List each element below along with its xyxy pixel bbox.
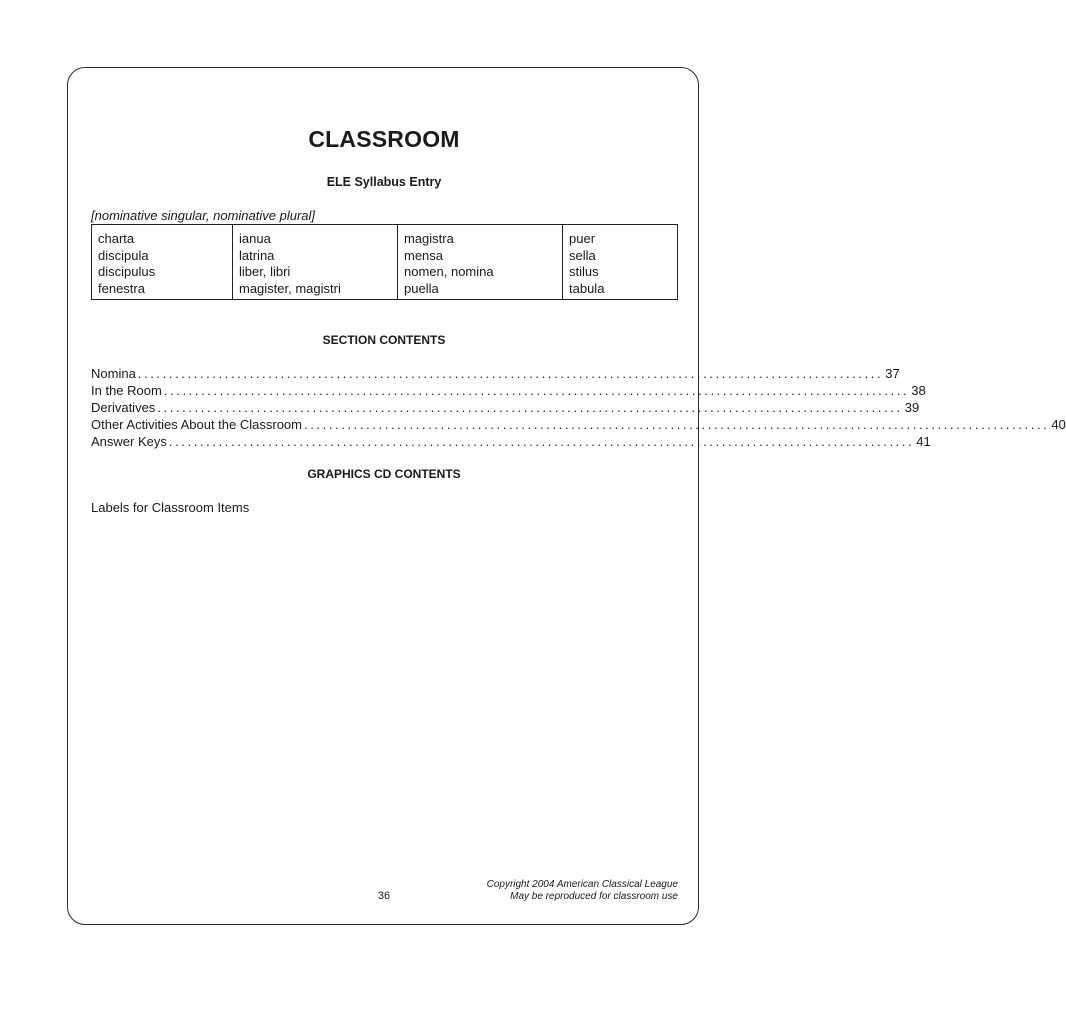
toc-entry[interactable] [91, 399, 920, 416]
toc-entry-label: In the Room [91, 383, 162, 398]
toc-leader-dots: ........................................................................................................................ [303, 417, 1050, 432]
table-cell: fenestra [92, 281, 233, 300]
table-cell: magister, magistri [233, 281, 398, 300]
toc-entry-label: Derivatives [91, 400, 156, 415]
reproduction-line: May be reproduced for classroom use [510, 891, 678, 902]
table-cell: puella [398, 281, 563, 300]
table-cell: magistra [398, 225, 563, 248]
toc-entry[interactable] [91, 382, 926, 399]
toc-leader-dots: ........................................................................................................................ [157, 400, 903, 415]
grammar-note: [nominative singular, nominative plural] [91, 208, 316, 223]
toc-entry-page: 40 [1051, 417, 1066, 432]
copyright-line: Copyright 2004 American Classical League [486, 879, 678, 890]
table-cell: discipula [92, 248, 233, 265]
table-cell: charta [92, 225, 233, 248]
toc-entry[interactable] [91, 365, 900, 382]
toc-leader-dots: ........................................................................................................................ [168, 434, 915, 449]
table-cell: mensa [398, 248, 563, 265]
toc-entry-page: 37 [885, 366, 900, 381]
table-cell: ianua [233, 225, 398, 248]
page-title: CLASSROOM [308, 126, 460, 152]
copyright-notice [487, 879, 678, 903]
toc-leader-dots: ........................................................................................................................ [163, 383, 910, 398]
page-number: 36 [377, 890, 391, 902]
toc-entry-label: Answer Keys [91, 434, 167, 449]
toc-entry[interactable] [91, 416, 1066, 433]
toc-entry-page: 41 [916, 434, 931, 449]
table-cell: sella [563, 248, 678, 265]
table-cell: liber, libri [233, 264, 398, 281]
table-cell: latrina [233, 248, 398, 265]
page-border [67, 67, 699, 925]
table-cell: puer [563, 225, 678, 248]
graphics-item: Labels for Classroom Items [91, 500, 250, 515]
toc-leader-dots: ........................................................................................................................ [137, 366, 884, 381]
table-row [92, 248, 678, 265]
vocabulary-table [91, 224, 678, 300]
toc-entry-label: Other Activities About the Classroom [91, 417, 302, 432]
page-subtitle: ELE Syllabus Entry [326, 175, 442, 189]
table-cell: stilus [563, 264, 678, 281]
table-row [92, 264, 678, 281]
toc-entry-page: 39 [904, 400, 920, 415]
table-row [92, 225, 678, 248]
table-row [92, 281, 678, 300]
toc-entry[interactable] [91, 433, 931, 450]
table-of-contents [91, 365, 1066, 450]
section-contents-heading: SECTION CONTENTS [322, 333, 446, 347]
toc-entry-page: 38 [911, 383, 926, 398]
table-cell: nomen, nomina [398, 264, 563, 281]
toc-entry-label: Nomina [91, 366, 136, 381]
table-cell: discipulus [92, 264, 233, 281]
graphics-cd-heading: GRAPHICS CD CONTENTS [307, 467, 461, 481]
table-cell: tabula [563, 281, 678, 300]
